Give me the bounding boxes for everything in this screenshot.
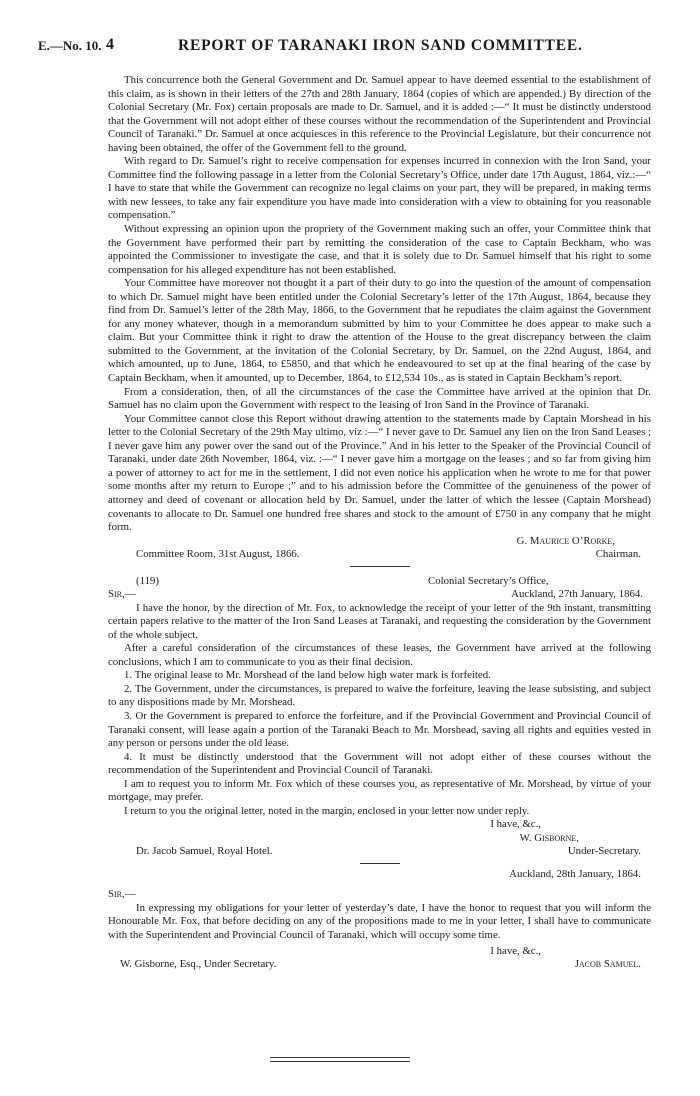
- letter-paragraph: 1. The original lease to Mr. Morshead of the land below high water mark is forfeited.: [124, 669, 491, 682]
- letter-salutation: Sir,—: [108, 588, 136, 601]
- letter-colonial-secretary: [108, 575, 651, 860]
- report-signature: [108, 535, 651, 562]
- report-paragraph: This concurrence both the General Government and Dr. Samuel appear to have deemed essential to the establishment of this claim, as is shown in their letters of the 27th and 28th January, 1864 (copies of which are appended.) By direction of the Colonial Secretary (Mr. Fox) certain proposals are made to Dr. Samuel, and it is added :—“ It must be distinctly understood that the Government will not adopt either of these courses without the recommendation of the Superintendent and Provincial Council of Taranaki.” Dr. Samuel at once acquiesces in this reference to the Provincial Legislature, but their concurrence not having been obtained, the offer of the Government fell to the ground.: [108, 74, 651, 154]
- letter-complimentary-close: I have, &c.,: [490, 944, 541, 957]
- document-body: [108, 74, 651, 972]
- letter-salutation: Sir,—: [108, 888, 136, 901]
- letter-heading: [108, 575, 651, 602]
- document-reference: E.—No. 10.: [38, 38, 102, 53]
- letter-complimentary-close: I have, &c.,: [490, 818, 541, 831]
- letter-number: (119): [136, 574, 159, 587]
- letter-paragraph: I return to you the original letter, noted in the margin, enclosed in your letter now under reply.: [124, 804, 530, 817]
- report-signatory-title: Chairman.: [595, 548, 641, 561]
- letter-dr-samuel: [108, 868, 651, 971]
- letter-signatory-title: Under-Secretary.: [567, 845, 641, 858]
- report-signatory: G. Maurice O’Rorke,: [516, 534, 615, 547]
- letter-date-line: [108, 868, 651, 882]
- letter-date: Auckland, 28th January, 1864.: [509, 868, 641, 881]
- report-paragraph: Your Committee cannot close this Report without drawing attention to the statements made by Captain Morshead in his letter to the Colonial Secretary of the 29th May ultimo, viz :—“ I never gave to Dr. Samuel any lien on the Iron Sand Leases ; I never gave him any power over the sand out of the Province.” And in his letter to the Speaker of the Provincial Council of Taranaki, under date 26th November, 1864, viz. :—“ I never gave him a mortgage on the leases ; and so far from giving him a power of attorney to act for me in the settlement, I did not even notice his application when he wrote to me for that power some months after my return to Europe ;” and to his admission before the Committee of the genuineness of the power of attorney and deed of covenant or allocation held by Dr. Samuel, under the latter of which the lessee (Captain Morshead) covenants to allocate to Dr. Samuel one hundred free shares and stock to the amount of £750 in any company that he might form.: [108, 412, 651, 534]
- letter-signatory: W. Gisborne,: [519, 831, 579, 844]
- page-number: 4: [106, 36, 114, 53]
- letter-office: Colonial Secretary’s Office,: [428, 574, 549, 587]
- letter-paragraph: After a careful consideration of the circumstances of these leases, the Government have arrived at the following conclusions, which I am to communicate to you as their final decision.: [108, 642, 651, 668]
- page-header: [38, 36, 658, 58]
- letter-closing: [108, 945, 651, 972]
- letter-paragraph: 2. The Government, under the circumstances, is prepared to waive the forfeiture, leaving the lease subsisting, and subject to any dispositions made by Mr. Morshead.: [108, 682, 651, 709]
- report-paragraph: With regard to Dr. Samuel’s right to receive compensation for expenses incurred in connexion with the Iron Sand, your Committee find the following passage in a letter from the Colonial Secretary’s Office, under date 17th August, 1864, viz.:—“ I have to state that while the Government can recognize no legal claims on your part, they will be prepared, in making terms with new lessees, to take any fair expenditure you have made into consideration with a view to obtaining for you reasonable compensation.”: [108, 155, 651, 222]
- section-divider: [360, 863, 400, 864]
- letter-date: Auckland, 27th January, 1864.: [511, 588, 643, 601]
- report-paragraph: From a consideration, then, of all the circumstances of the case the Committee have arrived at the opinion that Dr. Samuel has no claim upon the Government with respect to the leasing of Iron Sand in the Province of Taranaki.: [108, 385, 651, 412]
- section-divider: [350, 566, 410, 567]
- report-paragraph: Without expressing an opinion upon the propriety of the Government making such an offer, your Committee think that the Government have performed their part by remitting the consideration of the case to Captain Beckham, who was appointed the Commissioner to investigate the case, and that it is solely due to Dr. Samuel himself that his right to some compensation for his alleged expenditure has not been established.: [108, 223, 651, 276]
- report-place-date: Committee Room, 31st August, 1866.: [136, 548, 300, 561]
- letter-paragraph: 3. Or the Government is prepared to enforce the forfeiture, and if the Provincial Government and Provincial Council of Taranaki consent, will lease again a portion of the Taranaki Beach to Mr. Morshead, saving all rights and equities vested in any person or persons under the old lease.: [108, 709, 651, 750]
- letter-closing: [108, 818, 651, 859]
- letter-paragraph: In expressing my obligations for your letter of yesterday’s date, I have the honor to request that you will inform the Honourable Mr. Fox, that before deciding on any of the propositions made to me in your letter, I shall have to communicate with the Superintendent and Provincial Council of Taranaki, which will occupy some time.: [108, 901, 651, 941]
- report-paragraph: Your Committee have moreover not thought it a part of their duty to go into the question of the amount of compensation to which Dr. Samuel might have been entitled under the Colonial Secretary’s letter of the 17th August, 1864, because they find from Dr. Samuel’s letter of the 28th May, 1866, to the Government that he repudiates the claim against the Government for any money whatever, though in a memorandum submitted by him to your Committee he does appear to make such a claim. But your Committee think it right to draw the attention of the House to the great discrepancy between the claim submitted to the Government, at the invitation of the Colonial Secretary, by Dr. Samuel, on the 22nd August, 1864, and which amounted, up to June, 1864, to £5850, and that which he endeavoured to set up at the final hearing of the case by Captain Beckham, when it amounted, up to December, 1864, to £12,534 10s., as is stated in Captain Beckham’s report.: [108, 277, 651, 385]
- letter-addressee: W. Gisborne, Esq., Under Secretary.: [120, 958, 277, 971]
- letter-paragraph: I am to request you to inform Mr. Fox which of these courses you, as representative of Mr. Morshead, by virtue of your mortgage, may prefer.: [108, 777, 651, 804]
- letter-addressee: Dr. Jacob Samuel, Royal Hotel.: [136, 845, 273, 858]
- report-section: [108, 74, 651, 562]
- page-title: REPORT OF TARANAKI IRON SAND COMMITTEE.: [178, 37, 583, 54]
- end-divider: [270, 1057, 410, 1062]
- letter-paragraph: 4. It must be distinctly understood that the Government will not adopt either of these courses without the recommendation of the Superintendent and Provincial Council of Taranaki.: [108, 750, 651, 777]
- letter-paragraph: I have the honor, by the direction of Mr. Fox, to acknowledge the receipt of your letter of the 9th instant, transmitting certain papers relative to the matter of the Iron Sand Leases at Taranaki, and requesting the consideration by the Government of the whole subject.: [108, 601, 651, 641]
- letter-signatory: Jacob Samuel.: [574, 958, 641, 971]
